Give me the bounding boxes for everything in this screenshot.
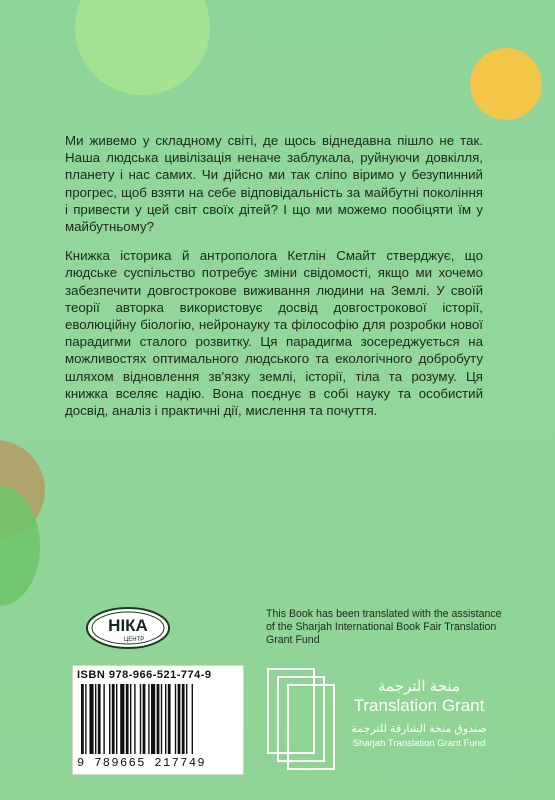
barcode-bar xyxy=(161,684,162,754)
barcode-bar xyxy=(182,684,185,754)
description-paragraph-2: Книжка історика й антрополога Кетлін Смайт стверджує, що людське суспільство потребує зміни свідомості, якщо ми хочемо забезпечити довгострокове виживання людини на Землі. У своїй теорії авторка використовує досвід довгострокової історії, еволюційну біологію, нейронауку та філософію для розробки нової парадигми сталого розвитку. Ця парадигма зосереджується на можливостях оптимального людського та екологічного добробуту шляхом відновлення зв'язку землі, історії, тіла та розуму. Ця книжка вселяє надію. Вона поєднує в собі науку та особистий досвід, аналіз і практичні дії, мислення та почуття. xyxy=(65,248,483,419)
grant-fund-english: Sharjah Translation Grant Fund xyxy=(352,738,486,749)
barcode-bar xyxy=(140,684,141,754)
isbn-label: ISBN 978-966-521-774-9 xyxy=(77,669,212,681)
barcode-bar xyxy=(157,684,160,754)
barcode-bar xyxy=(168,684,171,754)
barcode-bar xyxy=(143,684,146,754)
barcode-bar xyxy=(95,684,96,754)
barcode-bar xyxy=(151,684,155,754)
isbn-barcode xyxy=(72,665,244,775)
book-description xyxy=(65,132,483,431)
decorative-circle-light-green xyxy=(75,0,210,95)
barcode-bar xyxy=(81,684,84,754)
barcode-bars xyxy=(81,684,235,754)
publisher-logo-main: НІКА xyxy=(108,616,148,635)
barcode-bar xyxy=(126,684,129,754)
barcode-bar xyxy=(112,684,115,754)
barcode-digits: 9 789665 217749 xyxy=(77,756,207,770)
translation-grant-logo xyxy=(266,667,338,777)
decorative-circle-yellow xyxy=(470,48,542,120)
barcode-bar xyxy=(186,684,187,754)
barcode-bar xyxy=(89,684,93,754)
barcode-bar xyxy=(116,684,117,754)
barcode-bar xyxy=(103,684,104,754)
grant-title-english: Translation Grant xyxy=(353,696,485,715)
barcode-bar xyxy=(148,684,149,754)
barcode-bar xyxy=(85,684,86,754)
barcode-bar xyxy=(192,684,193,754)
barcode-bar xyxy=(165,684,166,754)
barcode-bar xyxy=(175,684,176,754)
barcode-bar xyxy=(120,684,124,754)
barcode-bar xyxy=(109,684,110,754)
grant-title-arabic: منحة الترجمة xyxy=(378,678,460,695)
grant-fund-arabic: صندوق منحة الشارقة للترجمة xyxy=(351,723,487,735)
description-paragraph-1: Ми живемо у складному світі, де щось віднедавна пішло не так. Наша людська цивілізація неначе заблукала, руйнуючи довкілля, планету і нас самих. Чи дійсно ми так сліпо віримо у безупинний прогрес, щоб взяти на себе відповідальність за майбутні покоління і привести у цей світ своїх дітей? І що ми можемо пообіцяти їм у майбутньому? xyxy=(65,133,483,235)
barcode-bar xyxy=(134,684,135,754)
publisher-logo-sub: ЦЕНТР xyxy=(123,637,145,643)
publisher-logo xyxy=(86,607,170,649)
barcode-bar xyxy=(98,684,101,754)
grant-statement: This Book has been translated with the assistance of the Sharjah International Book Fair Translation Grant Fund xyxy=(266,608,502,646)
barcode-bar xyxy=(178,684,181,754)
barcode-bar xyxy=(130,684,131,754)
